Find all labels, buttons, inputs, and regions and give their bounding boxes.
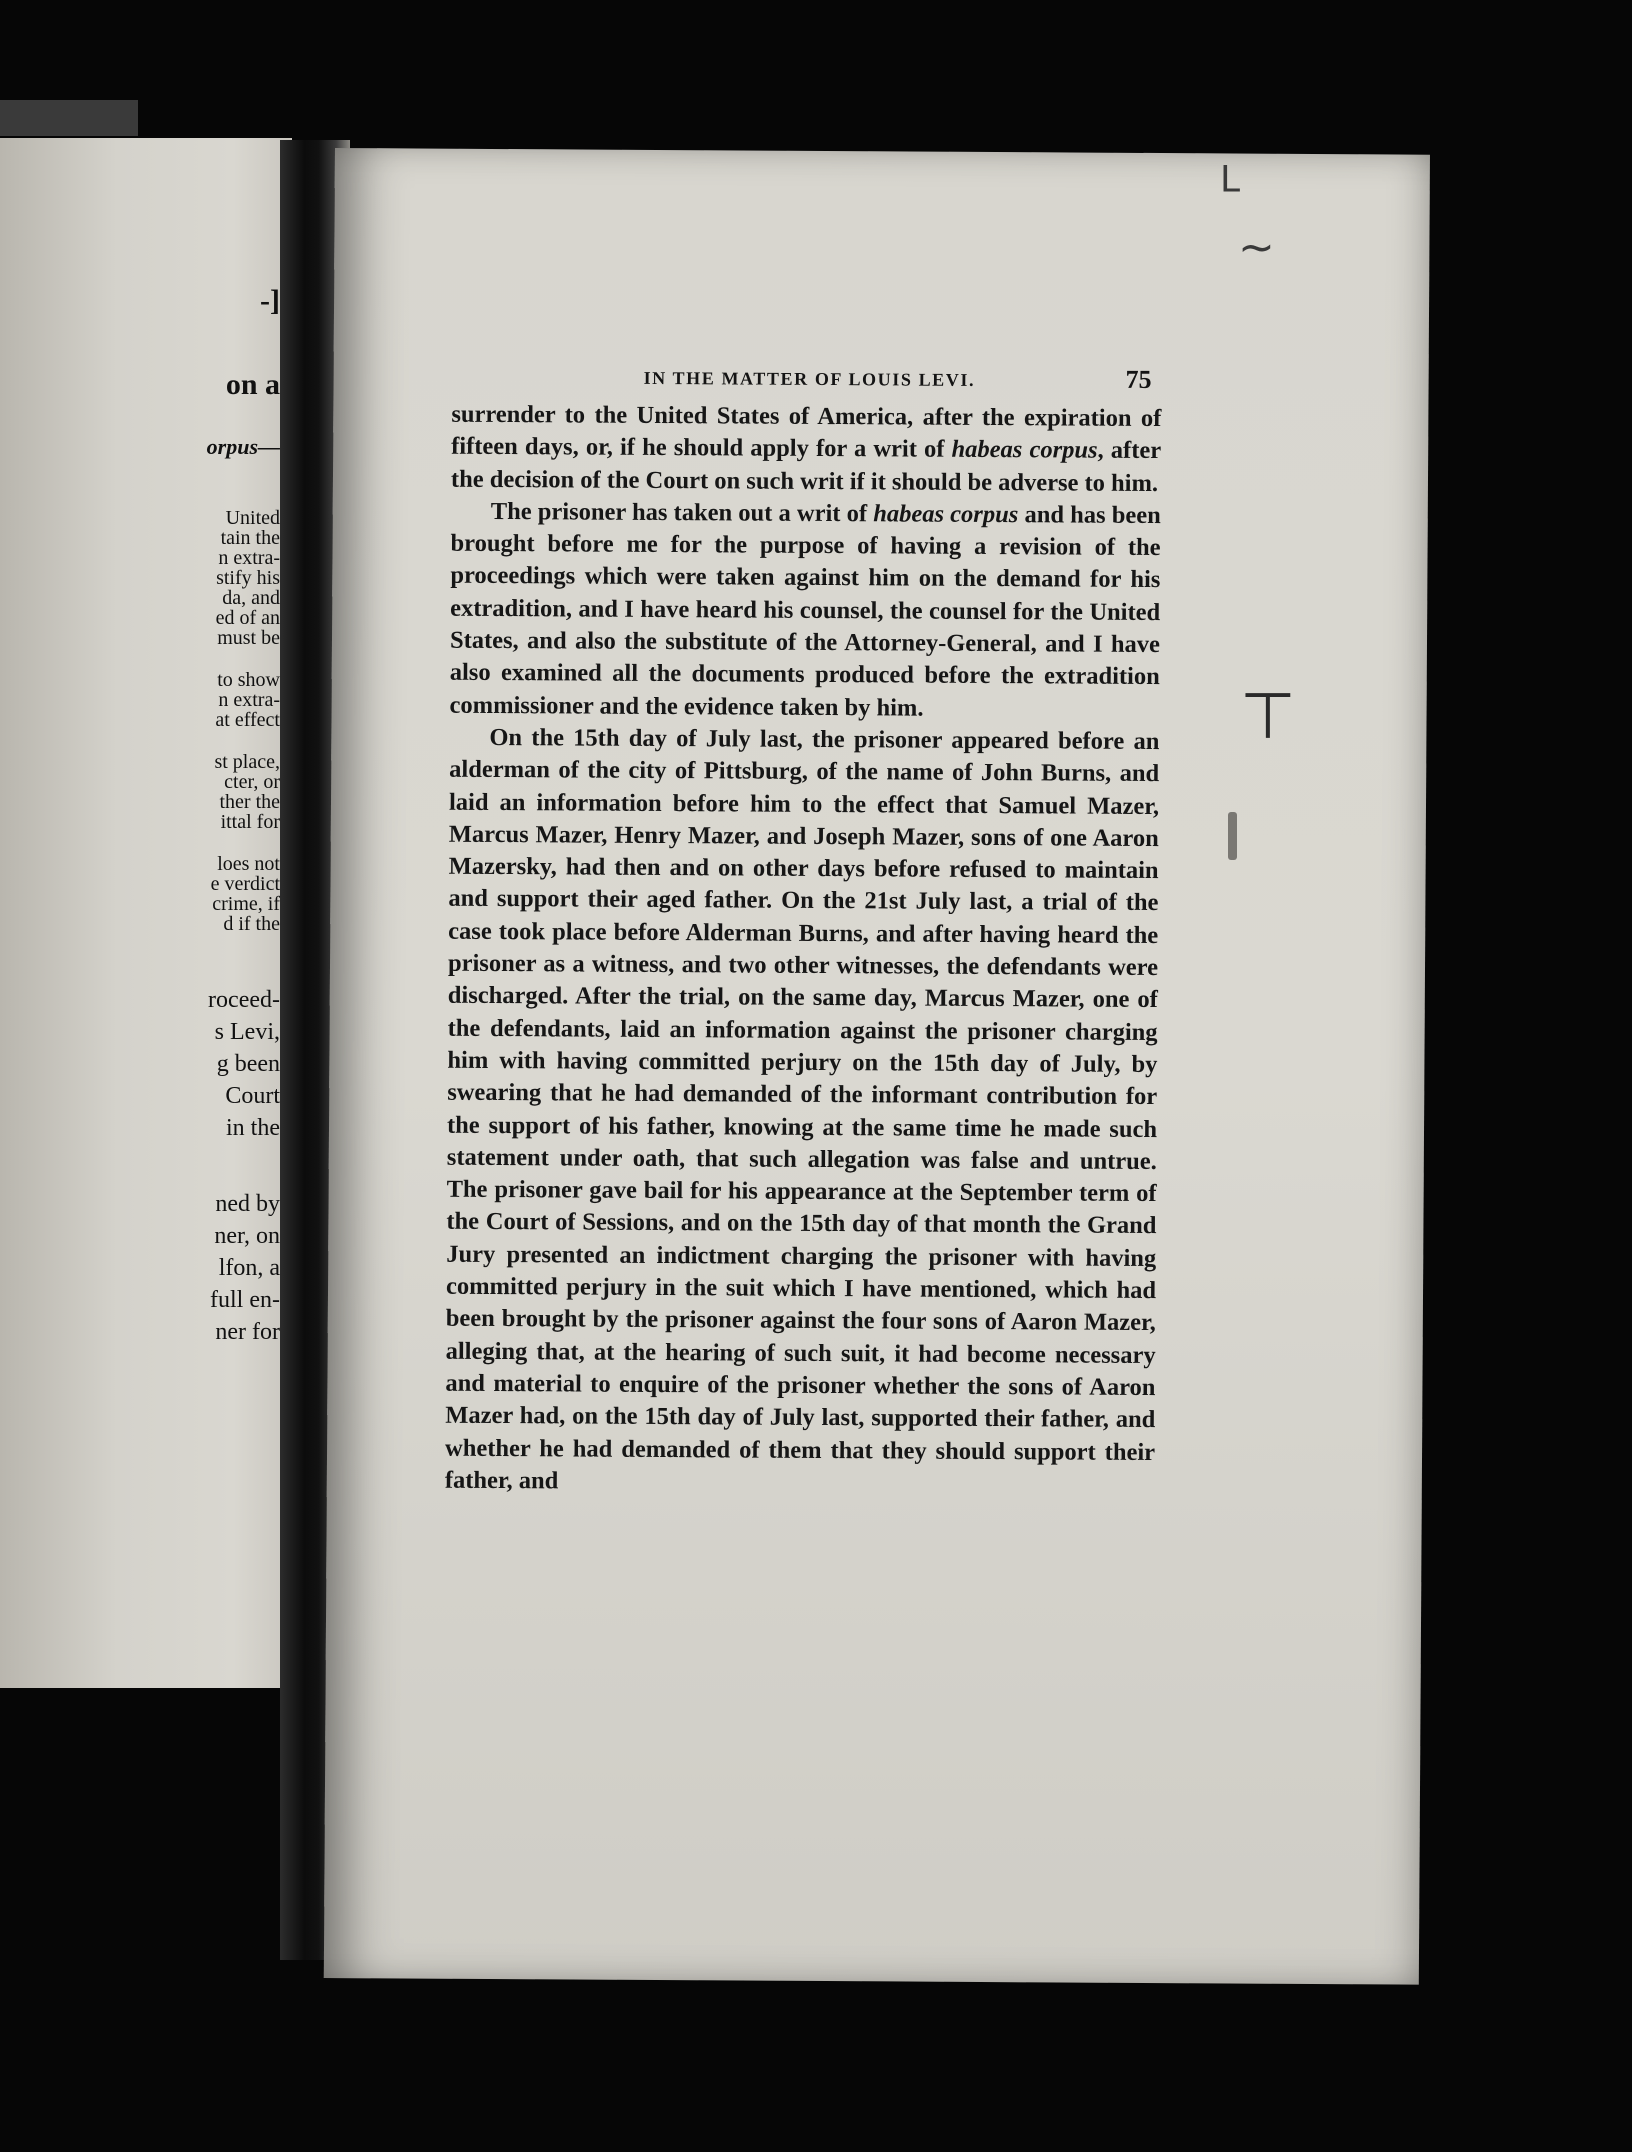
page-body-text <box>445 399 1162 1501</box>
left-page-line: d if the <box>223 913 280 935</box>
left-page-line: roceed- <box>208 987 280 1013</box>
left-page-line: ner, on <box>214 1223 280 1249</box>
left-page-line: crime, if <box>212 893 280 915</box>
margin-smudge <box>1228 812 1237 860</box>
left-page-line: full en- <box>210 1287 280 1313</box>
left-page-line: Court <box>225 1083 280 1109</box>
body-paragraph <box>449 496 1160 726</box>
left-page-line: stify his <box>216 567 280 589</box>
text-segment: , after the decision of the Court on such writ if it should be adverse to him. <box>450 436 1162 497</box>
left-page-line: tain the <box>220 527 280 549</box>
left-page-line: ther the <box>219 791 280 813</box>
text-segment: On the 15th day of July last, the prisoner appeared before an alderman of the city of Pittsburg, of the name of John Burns, and laid an information before him to the effect that Samuel Mazer, Marcus Mazer, Henry Mazer, and Joseph Mazer, sons of one Aaron Mazersky, had then and on other days before refused to maintain and support their aged father. On the 21st July last, a trial of the case took place before Alderman Burns, and after having heard the prisoner as a witness, and two other witnesses, the defendants were discharged. After the trial, on the same day, Marcus Mazer, one of the defendants, laid an information against the prisoner charging him with having committed perjury on the 15th day of July, by swearing that he had demanded of the informant contribution for the support of his father, knowing at the same time he made such statement under oath, that such allegation was false and untrue. The prisoner gave bail for his appearance at the September term of the Court of Sessions, and on the 15th day of that month the Grand Jury presented an indictment charging the prisoner with having committed perjury in the suit which I have mentioned, which had been brought by the prisoner against the four sons of Aaron Mazer, alleging that, at the hearing of such suit, it had become necessary and material to enquire of the prisoner whether the sons of Aaron Mazer had, on the 15th day of July last, supported their father, and whether he had demanded of them that they should support their father, and <box>444 723 1160 1495</box>
body-paragraph <box>445 722 1160 1501</box>
left-page-line: ner for <box>215 1319 280 1345</box>
left-page-edge-bar <box>0 100 138 136</box>
text-segment: surrender to the United States of America, after the expiration of fifteen days, or, if he should apply for a writ of <box>451 400 1162 464</box>
left-page-line: United <box>225 507 280 529</box>
left-page-line: e verdict <box>210 873 280 895</box>
left-page-line: da, and <box>222 587 280 609</box>
pencil-mark-top: ᒪ <box>1220 160 1241 201</box>
left-page-line: in the <box>226 1115 280 1141</box>
left-page-line: orpus— <box>206 434 280 459</box>
left-page-line: s Levi, <box>214 1019 280 1045</box>
left-page-line: loes not <box>217 853 280 875</box>
left-page-line: must be <box>217 627 280 649</box>
italic-phrase: habeas corpus <box>873 500 1019 529</box>
left-page-line: to show <box>217 669 280 691</box>
right-page <box>324 148 1430 1985</box>
left-page-line: n extra- <box>218 689 280 711</box>
left-page-line: lfon, a <box>218 1255 280 1281</box>
page-number: 75 <box>1125 364 1152 394</box>
left-page-line: -] <box>260 284 280 317</box>
left-page-line: cter, or <box>224 771 280 793</box>
left-page-line: ned by <box>215 1191 280 1217</box>
running-head: IN THE MATTER OF LOUIS LEVI. <box>643 367 976 390</box>
italic-phrase: habeas corpus <box>951 436 1098 464</box>
left-page-line: ed of an <box>215 607 280 629</box>
text-segment: The prisoner has taken out a writ of <box>490 497 874 528</box>
left-page-fragment <box>0 138 292 1688</box>
pencil-mark-top-two: ~ <box>1238 222 1275 273</box>
left-page-line: ittal for <box>220 811 280 833</box>
text-segment: and has been brought before me for the purpose of having a revision of the proceedings which were taken against him on the demand for his extradition, and I have heard his counsel, the counsel for the United States, and also the substitute of the Attorney-General, and I have also examined all the documents produced before the extradition commissioner and the evidence taken by him. <box>449 501 1161 722</box>
left-page-line: st place, <box>214 751 280 773</box>
body-paragraph <box>451 399 1162 500</box>
left-page-line: g been <box>216 1051 280 1077</box>
pencil-margin-mark: ⊤ <box>1240 680 1296 754</box>
left-page-line: n extra- <box>218 547 280 569</box>
left-page-line: on a <box>225 368 280 401</box>
left-page-line: at effect <box>215 709 280 731</box>
